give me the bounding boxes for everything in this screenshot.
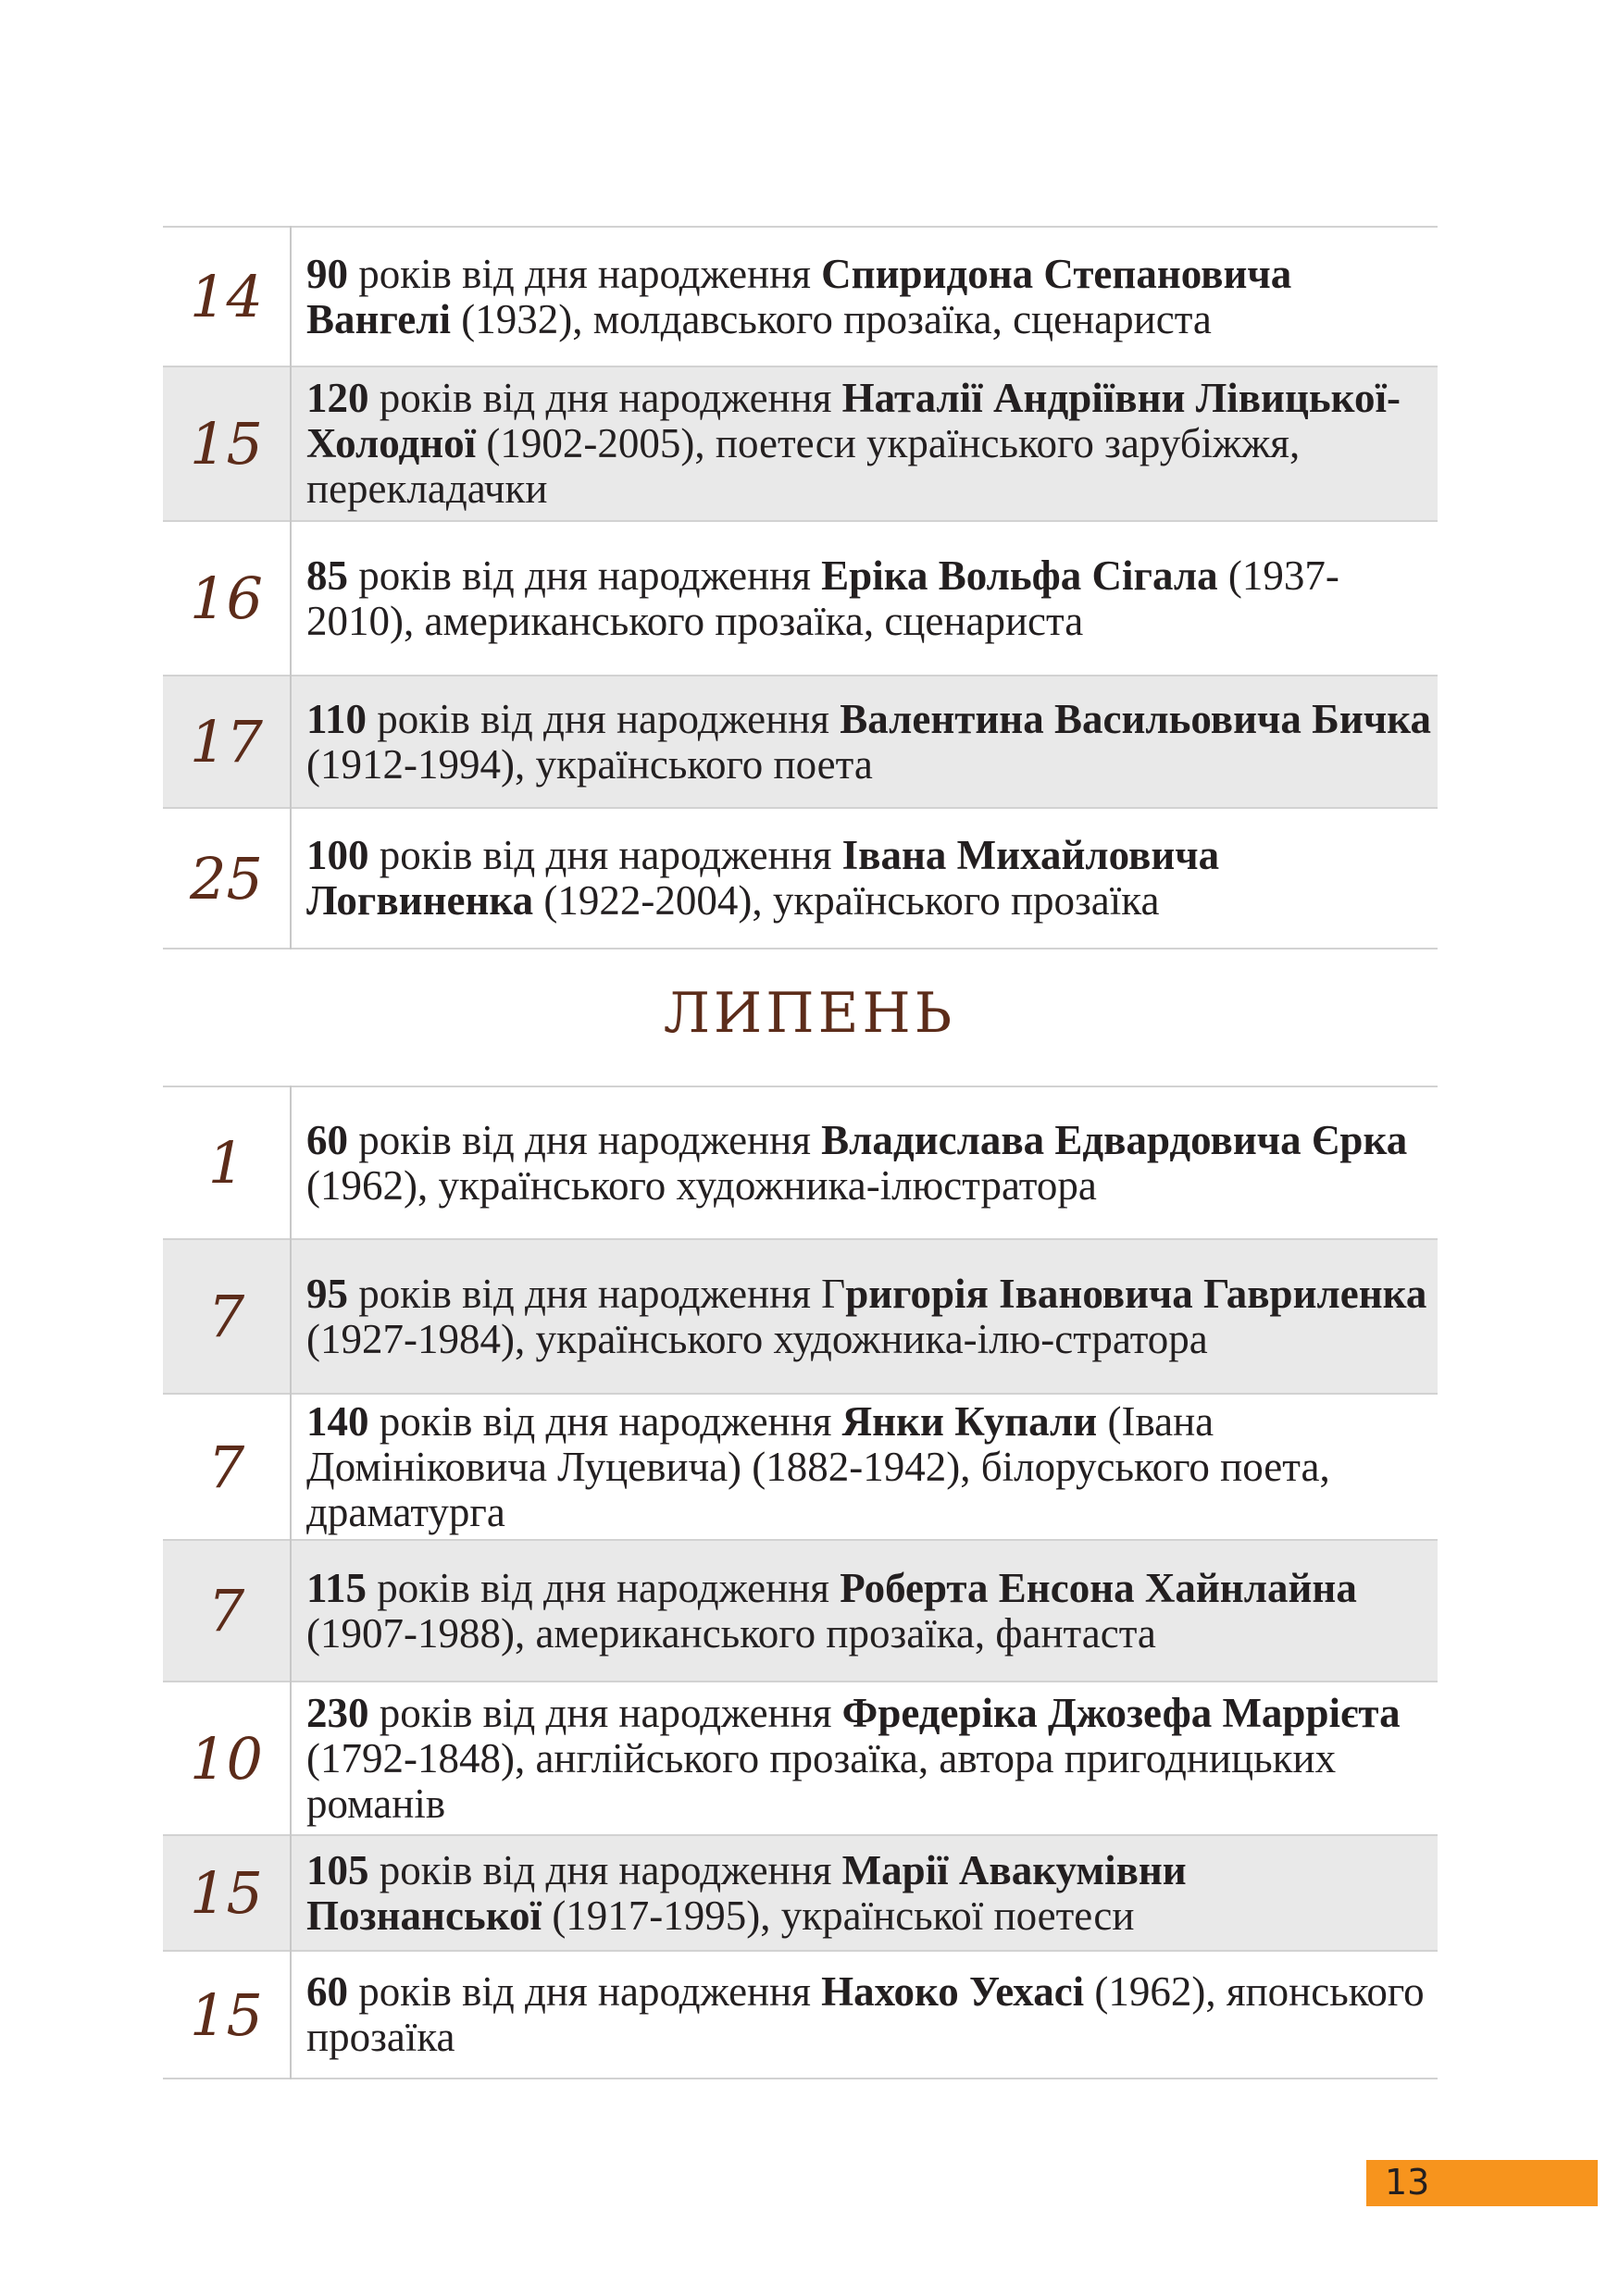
entry-text	[291, 1394, 1438, 1540]
table-row	[163, 1394, 1438, 1540]
years-count: 140	[306, 1397, 369, 1445]
entry-details: (Івана Домініковича Луцевича) (1882-1942), білоруського поета, драматурга	[306, 1397, 1330, 1535]
day-number: 17	[163, 676, 291, 808]
day-number: 25	[163, 808, 291, 949]
day-number: 16	[163, 521, 291, 676]
entry-phrase: років від дня народження	[368, 375, 842, 421]
person-name: Янки Купали	[841, 1397, 1098, 1445]
table-row	[163, 521, 1438, 676]
entry-phrase: років від дня народження	[367, 1564, 841, 1611]
person-name: Наталії Андріївни Лівицької-Холодної	[306, 375, 1401, 466]
entry-phrase: років від дня народження	[367, 695, 841, 742]
years-count: 85	[306, 552, 348, 599]
table-row	[163, 227, 1438, 366]
person-name: Спиридона Степановича Вангелі	[306, 250, 1292, 342]
day-number: 7	[163, 1239, 291, 1394]
person-name: Івана Михайловича Логвиненка	[306, 832, 1220, 924]
table-row	[163, 1682, 1438, 1835]
entry-phrase: років від дня народження	[348, 250, 822, 297]
entry-phrase: років від дня народження	[368, 832, 842, 878]
entry-text	[291, 1239, 1438, 1394]
july-table	[163, 1086, 1438, 2079]
entry-text	[291, 1682, 1438, 1835]
entry-phrase: років від дня народження	[368, 1689, 842, 1736]
entry-text	[291, 808, 1438, 949]
entry-details: (1917-1995), української поетеси	[542, 1892, 1135, 1939]
person-name: Марії Авакумівни Познанської	[306, 1846, 1187, 1939]
person-name: Роберта Енсона Хайнлайна	[840, 1564, 1357, 1611]
entry-text	[291, 1951, 1438, 2079]
entry-text	[291, 676, 1438, 808]
person-name: Фредеріка Джозефа Маррієта	[841, 1689, 1401, 1736]
entry-text	[291, 521, 1438, 676]
entry-phrase: років від дня народження	[368, 1397, 842, 1445]
day-number: 10	[163, 1682, 291, 1835]
years-count: 120	[306, 375, 369, 421]
day-number: 15	[163, 1835, 291, 1951]
years-count: 105	[306, 1846, 369, 1893]
years-count: 115	[306, 1564, 367, 1611]
entry-details: (1937-2010), американського прозаїка, сценариста	[306, 552, 1339, 644]
person-name: Еріка Вольфа Сігала	[821, 552, 1218, 599]
entry-details: (1962), японського прозаїка	[306, 1968, 1425, 2060]
years-count: 60	[306, 1116, 348, 1163]
entry-details: (1932), молдавського прозаїка, сценариста	[451, 295, 1212, 342]
day-number: 1	[163, 1086, 291, 1239]
table-row	[163, 676, 1438, 808]
day-number: 14	[163, 227, 291, 366]
entry-phrase: років від дня народження Г	[348, 1270, 846, 1317]
day-number: 15	[163, 366, 291, 521]
entry-details: (1922-2004), українського прозаїка	[533, 877, 1160, 924]
years-count: 90	[306, 250, 348, 297]
entry-phrase: років від дня народження	[368, 1846, 842, 1893]
page-number-badge	[1366, 2160, 1598, 2206]
entry-details: (1927-1984), українського художника-ілю-стратора	[306, 1315, 1208, 1362]
table-row	[163, 1835, 1438, 1951]
day-number: 7	[163, 1540, 291, 1682]
years-count: 110	[306, 695, 367, 742]
table-row	[163, 1239, 1438, 1394]
entry-details: (1902-2005), поетеси українського зарубіжжя, перекладачки	[306, 420, 1301, 512]
entry-details: (1907-1988), американського прозаїка, фантаста	[306, 1609, 1156, 1657]
entry-text	[291, 227, 1438, 366]
june-table	[163, 226, 1438, 949]
years-count: 60	[306, 1968, 348, 2015]
years-count: 230	[306, 1689, 369, 1736]
table-row	[163, 1086, 1438, 1239]
person-name: ригорія Івановича Гавриленка	[845, 1270, 1427, 1317]
day-number: 7	[163, 1394, 291, 1540]
entry-phrase: років від дня народження	[348, 1116, 822, 1163]
person-name: Валентина Васильовича Бичка	[840, 695, 1431, 742]
page-number: 13	[1385, 2162, 1430, 2203]
entry-text	[291, 366, 1438, 521]
entry-details: (1962), українського художника-ілюстратора	[306, 1161, 1097, 1209]
table-row	[163, 808, 1438, 949]
entry-phrase: років від дня народження	[348, 1968, 822, 2015]
entry-text	[291, 1540, 1438, 1682]
day-number: 15	[163, 1951, 291, 2079]
table-row	[163, 1951, 1438, 2079]
entry-text	[291, 1086, 1438, 1239]
entry-details: (1792-1848), англійського прозаїка, автора пригодницьких романів	[306, 1734, 1337, 1827]
entry-details: (1912-1994), українського поета	[306, 740, 873, 788]
years-count: 95	[306, 1270, 348, 1317]
person-name: Нахоко Уехасі	[821, 1968, 1085, 2015]
entry-text	[291, 1835, 1438, 1951]
table-row	[163, 366, 1438, 521]
table-row	[163, 1540, 1438, 1682]
person-name: Владислава Едвардовича Єрка	[821, 1116, 1408, 1163]
entry-phrase: років від дня народження	[348, 552, 822, 599]
month-heading: ЛИПЕНЬ	[663, 981, 956, 1046]
years-count: 100	[306, 832, 369, 878]
